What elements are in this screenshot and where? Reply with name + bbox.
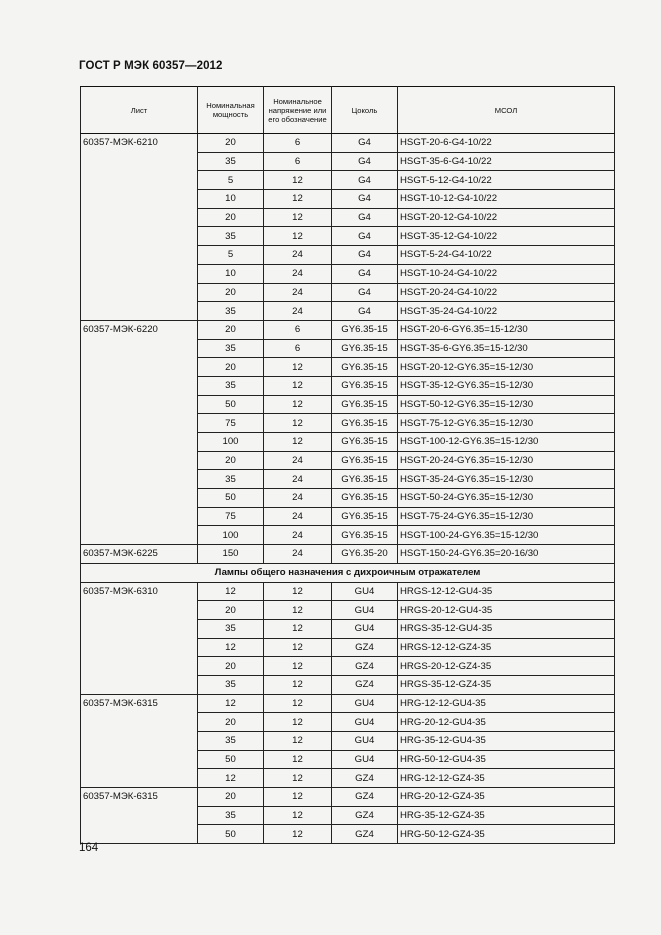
table-row <box>81 320 615 339</box>
col-header-power: Номинальная мощность <box>198 87 264 134</box>
voltage-cell: 24 <box>264 545 332 564</box>
code-cell: HSGT-20-6-GY6.35=15-12/30 <box>398 320 615 339</box>
code-cell: HSGT-20-24-GY6.35=15-12/30 <box>398 451 615 470</box>
code-cell: HSGT-50-12-GY6.35=15-12/30 <box>398 395 615 414</box>
voltage-cell: 12 <box>264 619 332 638</box>
cap-cell: GY6.35-15 <box>332 395 398 414</box>
power-cell: 12 <box>198 769 264 788</box>
voltage-cell: 24 <box>264 283 332 302</box>
voltage-cell: 12 <box>264 806 332 825</box>
voltage-cell: 24 <box>264 451 332 470</box>
cap-cell: GY6.35-15 <box>332 376 398 395</box>
voltage-cell: 24 <box>264 246 332 265</box>
voltage-cell: 6 <box>264 134 332 153</box>
cap-cell: GY6.35-15 <box>332 451 398 470</box>
cap-cell: G4 <box>332 246 398 265</box>
code-cell: HSGT-5-12-G4-10/22 <box>398 171 615 190</box>
table-header-row <box>81 87 615 134</box>
code-cell: HSGT-150-24-GY6.35=20-16/30 <box>398 545 615 564</box>
cap-cell: GZ4 <box>332 657 398 676</box>
power-cell: 150 <box>198 545 264 564</box>
code-cell: HRG-12-12-GU4-35 <box>398 694 615 713</box>
voltage-cell: 12 <box>264 769 332 788</box>
voltage-cell: 6 <box>264 152 332 171</box>
section-title: Лампы общего назначения с дихроичным отражателем <box>81 563 615 582</box>
cap-cell: GY6.35-15 <box>332 470 398 489</box>
voltage-cell: 12 <box>264 208 332 227</box>
power-cell: 35 <box>198 470 264 489</box>
cap-cell: GY6.35-15 <box>332 433 398 452</box>
cap-cell: GU4 <box>332 694 398 713</box>
cap-cell: GY6.35-15 <box>332 339 398 358</box>
voltage-cell: 6 <box>264 320 332 339</box>
cap-cell: GY6.35-15 <box>332 507 398 526</box>
lamp-data-table <box>80 86 615 844</box>
code-cell: HRG-35-12-GZ4-35 <box>398 806 615 825</box>
cap-cell: GY6.35-15 <box>332 489 398 508</box>
power-cell: 12 <box>198 694 264 713</box>
col-header-voltage: Номинальное напряжение или его обозначение <box>264 87 332 134</box>
cap-cell: GU4 <box>332 582 398 601</box>
code-cell: HSGT-100-24-GY6.35=15-12/30 <box>398 526 615 545</box>
cap-cell: GZ4 <box>332 806 398 825</box>
power-cell: 35 <box>198 675 264 694</box>
power-cell: 100 <box>198 526 264 545</box>
power-cell: 50 <box>198 825 264 844</box>
power-cell: 20 <box>198 208 264 227</box>
cap-cell: GZ4 <box>332 788 398 807</box>
cap-cell: GZ4 <box>332 769 398 788</box>
table-row <box>81 582 615 601</box>
voltage-cell: 12 <box>264 601 332 620</box>
cap-cell: G4 <box>332 227 398 246</box>
page-number: 164 <box>79 842 99 854</box>
col-header-cap: Цоколь <box>332 87 398 134</box>
sheet-cell: 60357-МЭК-6225 <box>81 545 198 564</box>
cap-cell: G4 <box>332 208 398 227</box>
cap-cell: G4 <box>332 171 398 190</box>
voltage-cell: 12 <box>264 171 332 190</box>
power-cell: 100 <box>198 433 264 452</box>
voltage-cell: 12 <box>264 750 332 769</box>
code-cell: HSGT-75-24-GY6.35=15-12/30 <box>398 507 615 526</box>
cap-cell: GZ4 <box>332 825 398 844</box>
power-cell: 20 <box>198 358 264 377</box>
code-cell: HRG-20-12-GZ4-35 <box>398 788 615 807</box>
cap-cell: GU4 <box>332 619 398 638</box>
power-cell: 35 <box>198 376 264 395</box>
voltage-cell: 12 <box>264 414 332 433</box>
code-cell: HSGT-20-6-G4-10/22 <box>398 134 615 153</box>
voltage-cell: 12 <box>264 395 332 414</box>
cap-cell: GY6.35-15 <box>332 414 398 433</box>
power-cell: 75 <box>198 507 264 526</box>
cap-cell: G4 <box>332 264 398 283</box>
code-cell: HSGT-5-24-G4-10/22 <box>398 246 615 265</box>
code-cell: HSGT-35-12-GY6.35=15-12/30 <box>398 376 615 395</box>
code-cell: HSGT-100-12-GY6.35=15-12/30 <box>398 433 615 452</box>
cap-cell: GU4 <box>332 732 398 751</box>
power-cell: 20 <box>198 320 264 339</box>
voltage-cell: 12 <box>264 190 332 209</box>
voltage-cell: 12 <box>264 433 332 452</box>
power-cell: 20 <box>198 451 264 470</box>
voltage-cell: 12 <box>264 788 332 807</box>
table-row <box>81 134 615 153</box>
cap-cell: GY6.35-15 <box>332 320 398 339</box>
voltage-cell: 12 <box>264 638 332 657</box>
code-cell: HSGT-50-24-GY6.35=15-12/30 <box>398 489 615 508</box>
power-cell: 12 <box>198 638 264 657</box>
sheet-cell: 60357-МЭК-6220 <box>81 320 198 544</box>
voltage-cell: 24 <box>264 489 332 508</box>
power-cell: 35 <box>198 806 264 825</box>
power-cell: 35 <box>198 732 264 751</box>
code-cell: HSGT-35-12-G4-10/22 <box>398 227 615 246</box>
voltage-cell: 12 <box>264 358 332 377</box>
section-row <box>81 563 615 582</box>
power-cell: 12 <box>198 582 264 601</box>
cap-cell: GU4 <box>332 750 398 769</box>
cap-cell: G4 <box>332 283 398 302</box>
cap-cell: G4 <box>332 152 398 171</box>
power-cell: 20 <box>198 134 264 153</box>
code-cell: HRGS-12-12-GU4-35 <box>398 582 615 601</box>
code-cell: HSGT-35-6-GY6.35=15-12/30 <box>398 339 615 358</box>
voltage-cell: 12 <box>264 582 332 601</box>
power-cell: 20 <box>198 601 264 620</box>
cap-cell: GZ4 <box>332 638 398 657</box>
code-cell: HRGS-12-12-GZ4-35 <box>398 638 615 657</box>
cap-cell: GY6.35-15 <box>332 358 398 377</box>
code-cell: HSGT-35-6-G4-10/22 <box>398 152 615 171</box>
sheet-cell: 60357-МЭК-6310 <box>81 582 198 694</box>
voltage-cell: 12 <box>264 657 332 676</box>
code-cell: HRGS-35-12-GU4-35 <box>398 619 615 638</box>
voltage-cell: 24 <box>264 470 332 489</box>
power-cell: 20 <box>198 788 264 807</box>
cap-cell: G4 <box>332 134 398 153</box>
power-cell: 20 <box>198 657 264 676</box>
voltage-cell: 24 <box>264 264 332 283</box>
code-cell: HRG-12-12-GZ4-35 <box>398 769 615 788</box>
code-cell: HRG-50-12-GU4-35 <box>398 750 615 769</box>
code-cell: HSGT-10-12-G4-10/22 <box>398 190 615 209</box>
power-cell: 35 <box>198 339 264 358</box>
voltage-cell: 12 <box>264 376 332 395</box>
voltage-cell: 12 <box>264 227 332 246</box>
code-cell: HSGT-75-12-GY6.35=15-12/30 <box>398 414 615 433</box>
voltage-cell: 24 <box>264 302 332 321</box>
code-cell: HSGT-35-24-G4-10/22 <box>398 302 615 321</box>
power-cell: 35 <box>198 227 264 246</box>
cap-cell: GU4 <box>332 713 398 732</box>
sheet-cell: 60357-МЭК-6315 <box>81 694 198 787</box>
power-cell: 20 <box>198 713 264 732</box>
power-cell: 10 <box>198 190 264 209</box>
code-cell: HRGS-20-12-GZ4-35 <box>398 657 615 676</box>
power-cell: 50 <box>198 395 264 414</box>
power-cell: 50 <box>198 489 264 508</box>
voltage-cell: 24 <box>264 507 332 526</box>
code-cell: HSGT-20-24-G4-10/22 <box>398 283 615 302</box>
power-cell: 5 <box>198 171 264 190</box>
cap-cell: GY6.35-15 <box>332 526 398 545</box>
code-cell: HSGT-35-24-GY6.35=15-12/30 <box>398 470 615 489</box>
voltage-cell: 24 <box>264 526 332 545</box>
col-header-code: МСОЛ <box>398 87 615 134</box>
power-cell: 5 <box>198 246 264 265</box>
code-cell: HRGS-20-12-GU4-35 <box>398 601 615 620</box>
code-cell: HRG-50-12-GZ4-35 <box>398 825 615 844</box>
code-cell: HRG-20-12-GU4-35 <box>398 713 615 732</box>
table-row <box>81 545 615 564</box>
cap-cell: GU4 <box>332 601 398 620</box>
code-cell: HRGS-35-12-GZ4-35 <box>398 675 615 694</box>
voltage-cell: 12 <box>264 825 332 844</box>
code-cell: HSGT-10-24-G4-10/22 <box>398 264 615 283</box>
power-cell: 35 <box>198 152 264 171</box>
page-title: ГОСТ Р МЭК 60357—2012 <box>79 60 223 72</box>
power-cell: 35 <box>198 302 264 321</box>
cap-cell: GY6.35-20 <box>332 545 398 564</box>
voltage-cell: 12 <box>264 732 332 751</box>
table-body <box>81 134 615 844</box>
table-row <box>81 694 615 713</box>
power-cell: 75 <box>198 414 264 433</box>
table-row <box>81 788 615 807</box>
voltage-cell: 12 <box>264 675 332 694</box>
power-cell: 20 <box>198 283 264 302</box>
voltage-cell: 12 <box>264 713 332 732</box>
cap-cell: G4 <box>332 190 398 209</box>
cap-cell: GZ4 <box>332 675 398 694</box>
sheet-cell: 60357-МЭК-6315 <box>81 788 198 844</box>
col-header-sheet: Лист <box>81 87 198 134</box>
power-cell: 50 <box>198 750 264 769</box>
code-cell: HRG-35-12-GU4-35 <box>398 732 615 751</box>
sheet-cell: 60357-МЭК-6210 <box>81 134 198 321</box>
voltage-cell: 12 <box>264 694 332 713</box>
power-cell: 35 <box>198 619 264 638</box>
code-cell: HSGT-20-12-G4-10/22 <box>398 208 615 227</box>
power-cell: 10 <box>198 264 264 283</box>
code-cell: HSGT-20-12-GY6.35=15-12/30 <box>398 358 615 377</box>
cap-cell: G4 <box>332 302 398 321</box>
voltage-cell: 6 <box>264 339 332 358</box>
